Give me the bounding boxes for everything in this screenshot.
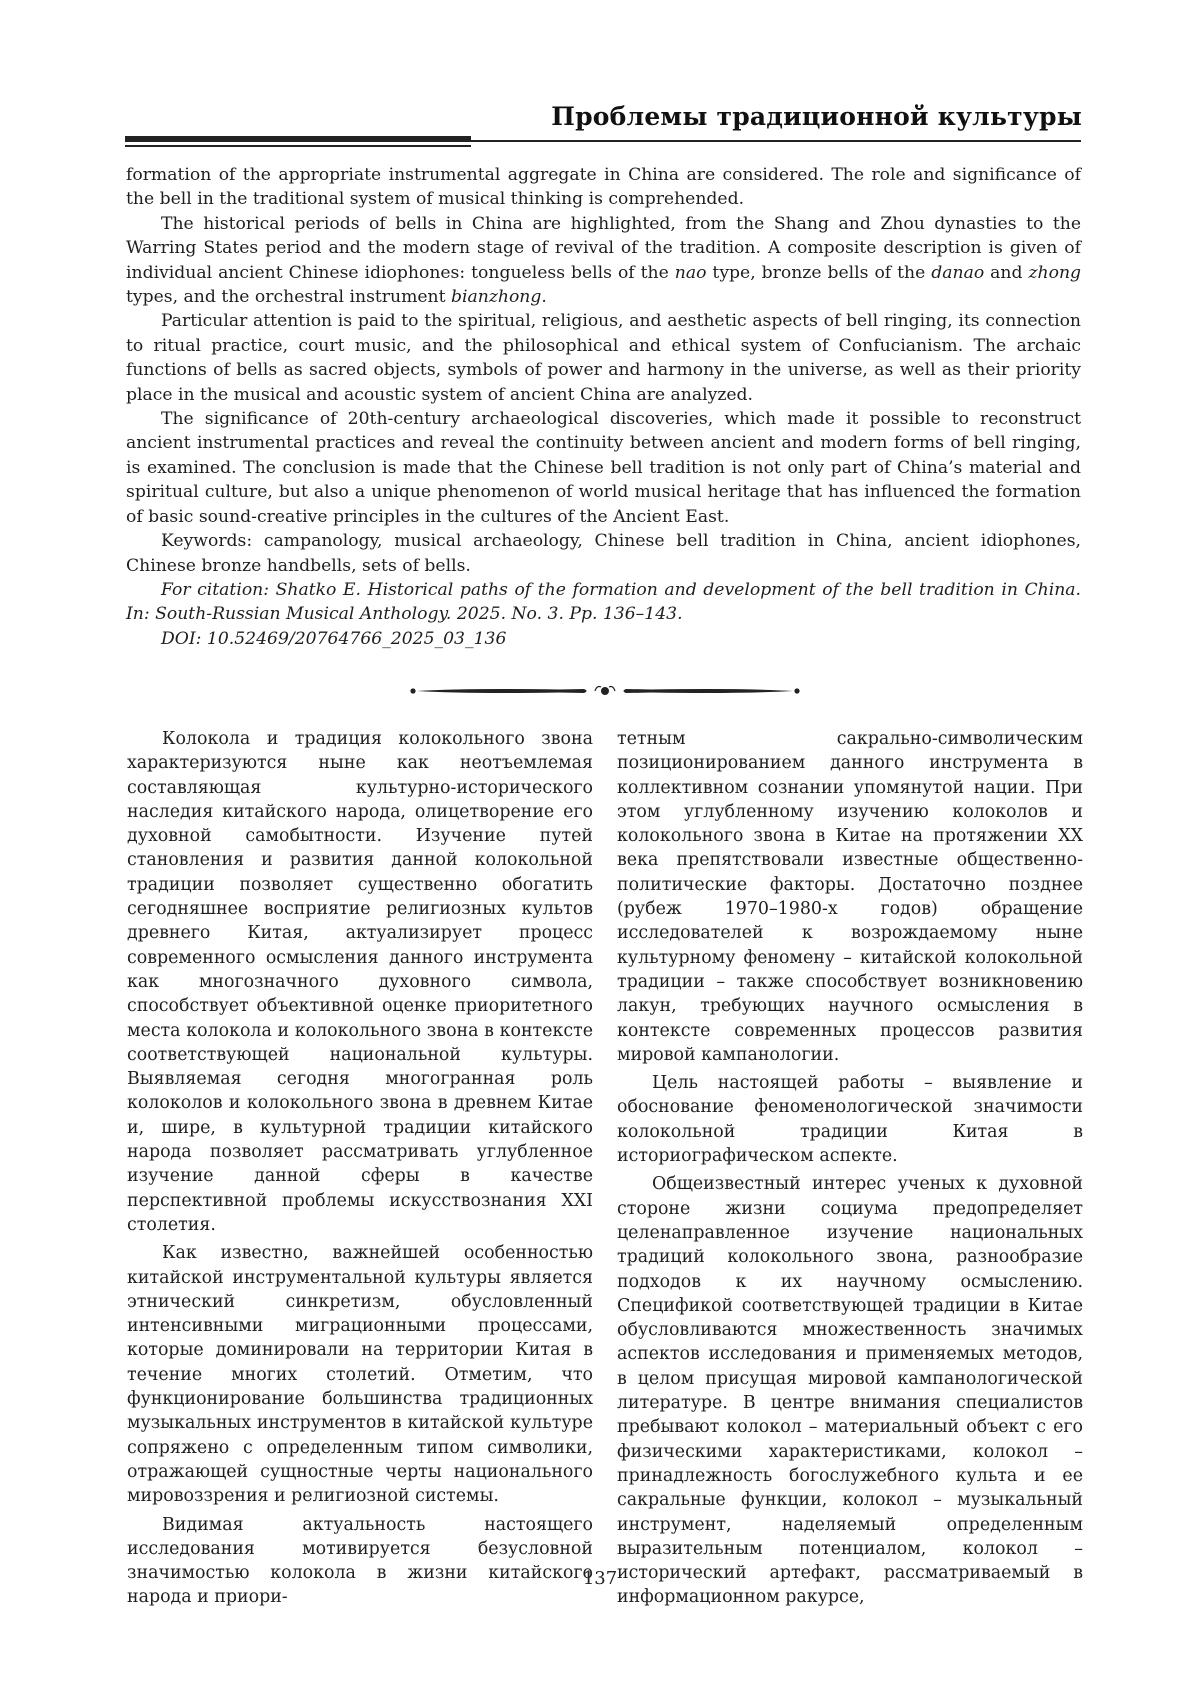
abstract-paragraph: The historical periods of bells in China are highlighted, from the Shang and Zhou dynasties to the Warring States period and the modern stage of revival of the tradition. A composite description is given of individual ancient Chinese idiophones: tongueless bells of the nao type, bronze bells of the danao and zhong types, and the orchestral instrument bianzhong.: [126, 213, 1082, 308]
running-header-title: Проблемы традиционной культуры: [551, 102, 1082, 131]
header-rule: [125, 140, 1081, 142]
abstract-paragraph: The significance of 20th-century archaeological discoveries, which made it possible to reconstruct ancient instrumental practices and reveal the continuity between ancient and modern forms of bell ringing, is examined. The conclusion is made that the Chinese bell tradition is not only part of China’s material and spiritual culture, but also a unique phenomenon of world musical heritage that has influenced the formation of basic sound-creative principles in the cultures of the Ancient East.: [126, 409, 1081, 527]
body-paragraph: Цель настоящей работы – выявление и обоснование феноменологической значимости колокольной традиции Китая в историографическом аспекте.: [617, 1073, 1083, 1167]
header-rule-secondary: [125, 145, 471, 147]
body-paragraph-continued: тетным сакрально-символическим позиционированием данного инструмента в коллективном сознании упомянутой нации. При этом углубленному изучению колоколов и колокольного звона в Китае на протяжении XX века препятствовали известные общественно-политические факторы. Достаточно позднее (рубеж 1970–1980-х годов) обращение исследователей к возрождаемому ныне культурному феномену – китайской колокольной традиции – также способствует возникновению лакун, требующих научного осмысления в контексте современных процессов развития мировой кампанологии.: [617, 729, 1083, 1065]
term-zhong: zhong: [1028, 262, 1082, 283]
body-paragraph: Колокола и традиция колокольного звона характеризуются ныне как неотъемлемая составляющая культурно-исторического наследия китайского народа, олицетворение его духовной самобытности. Изучение путей становления и развития данной колокольной традиции позволяет существенно обогатить сегодняшнее восприятие религиозных культов древнего Китая, актуализирует процесс современного осмысления данного инструмента как многозначного духовного символа, способствует объективной оценке приоритетного места колокола и колокольного звона в контексте соответствующей национальной культуры. Выявляемая сегодня многогранная роль колоколов и колокольного звона в древнем Китае и, шире, в культурной традиции китайского народа позволяет рассматривать углубленное изучение данной сферы в качестве перспективной проблемы искусствознания XXI столетия.: [127, 729, 593, 1235]
section-divider-ornament: [409, 681, 801, 701]
body-column-left: [127, 727, 593, 1614]
page-number: 137: [582, 1568, 618, 1589]
doi: DOI: 10.52469/20764766_2025_03_136: [161, 628, 507, 649]
term-nao: nao: [674, 262, 707, 283]
term-bianzhong: bianzhong: [451, 287, 542, 308]
abstract-paragraph: Particular attention is paid to the spiritual, religious, and aesthetic aspects of bell ringing, its connection to ritual practice, court music, and the philosophical and ethical system of Confucianism. The archaic functions of bells as sacred objects, symbols of power and harmony in the universe, as well as their priority place in the musical and acoustic system of ancient China are analyzed.: [126, 311, 1081, 405]
term-danao: danao: [931, 262, 985, 283]
abstract-block: [126, 163, 1081, 651]
keywords: Keywords: campanology, musical archaeology, Chinese bell tradition in China, ancient idiophones, Chinese bronze handbells, sets of bells.: [126, 531, 1081, 576]
abstract-paragraph: formation of the appropriate instrumental aggregate in China are considered. The role and significance of the bell in the traditional system of musical thinking is comprehended.: [126, 165, 1081, 210]
body-paragraph: Видимая актуальность настоящего исследования мотивируется безусловной значимостью колокола в жизни китайского народа и приори-: [127, 1514, 593, 1608]
body-column-right: [617, 727, 1083, 1614]
body-paragraph: Как известно, важнейшей особенностью китайской инструментальной культуры является этнический синкретизм, обусловленный интенсивными миграционными процессами, которые доминировали на территории Китая в течение многих столетий. Отметим, что функционирование большинства традиционных музыкальных инструментов в китайской культуре сопряжено с определенным типом символики, отражающей сущностные черты национального мировоззрения и религиозной системы.: [127, 1243, 593, 1507]
citation: For citation: Shatko E. Historical paths of the formation and development of the bell tradition in China. In: South-Russian Musical Anthology. 2025. No. 3. Pp. 136–143.: [126, 579, 1081, 625]
body-paragraph: Общеизвестный интерес ученых к духовной стороне жизни социума предопределяет целенаправленное изучение национальных традиций колокольного звона, разнообразие подходов к их научному осмыслению. Спецификой соответствующей традиции в Китае обусловливаются множественность значимых аспектов исследования и применяемых методов, в целом присущая мировой кампанологической литературе. В центре внимания специалистов пребывают колокол – материальный объект с его физическими характеристиками, колокол – принадлежность богослужебного культа и ее сакральные функции, колокол – музыкальный инструмент, наделяемый определенным выразительным потенциалом, колокол – исторический артефакт, рассматриваемый в информационном ракурсе,: [617, 1174, 1083, 1608]
